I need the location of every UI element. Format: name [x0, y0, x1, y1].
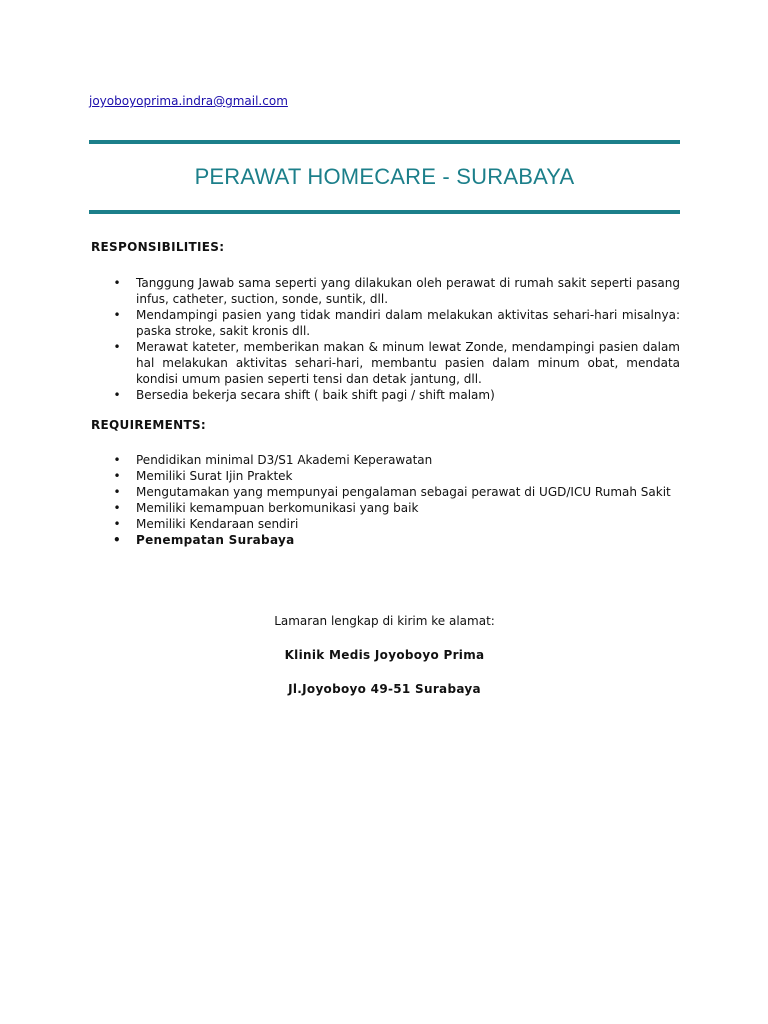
bullet-icon: •: [113, 469, 121, 483]
requirements-list: [112, 452, 680, 548]
list-item: [112, 387, 680, 403]
list-item-text: Memiliki Kendaraan sendiri: [136, 517, 299, 531]
list-item-text: Mendampingi pasien yang tidak mandiri dalam melakukan aktivitas sehari-hari misalnya: paska stroke, sakit kronis dll.: [136, 308, 680, 338]
bullet-icon: •: [113, 453, 121, 467]
bullet-icon: •: [113, 533, 121, 547]
list-item: [112, 484, 680, 500]
bottom-divider: [89, 210, 680, 214]
requirements-heading: REQUIREMENTS:: [91, 418, 206, 432]
list-item-text: Pendidikan minimal D3/S1 Akademi Keperawatan: [136, 453, 433, 467]
bullet-icon: •: [113, 340, 121, 354]
list-item-text: Merawat kateter, memberikan makan & minum lewat Zonde, mendampingi pasien dalam hal melakukan aktivitas sehari-hari, membantu pasien dalam minum obat, mendata kondisi umum pasien seperti tensi dan detak jantung, dll.: [136, 340, 680, 386]
list-item: [112, 307, 680, 339]
list-item-text: Penempatan Surabaya: [136, 533, 295, 547]
list-item-placement: [112, 532, 680, 548]
bullet-icon: •: [113, 308, 121, 322]
bullet-icon: •: [113, 485, 121, 499]
list-item-text: Memiliki Surat Ijin Praktek: [136, 469, 293, 483]
clinic-name: Klinik Medis Joyoboyo Prima: [284, 648, 485, 662]
list-item: [112, 516, 680, 532]
bullet-icon: •: [113, 517, 121, 531]
responsibilities-list: [112, 275, 680, 403]
top-divider: [89, 140, 680, 144]
bullet-icon: •: [113, 276, 121, 290]
list-item: [112, 468, 680, 484]
bullet-icon: •: [113, 501, 121, 515]
list-item: [112, 339, 680, 387]
responsibilities-heading: RESPONSIBILITIES:: [91, 240, 225, 254]
list-item-text: Memiliki kemampuan berkomunikasi yang baik: [136, 501, 419, 515]
list-item: [112, 500, 680, 516]
list-item: [112, 275, 680, 307]
list-item-text: Mengutamakan yang mempunyai pengalaman sebagai perawat di UGD/ICU Rumah Sakit: [136, 485, 671, 499]
application-instruction: Lamaran lengkap di kirim ke alamat:: [274, 614, 495, 628]
email-link[interactable]: joyoboyoprima.indra@gmail.com: [89, 94, 288, 108]
list-item-text: Tanggung Jawab sama seperti yang dilakukan oleh perawat di rumah sakit seperti pasang infus, catheter, suction, sonde, suntik, dll.: [136, 276, 680, 306]
page-title: PERAWAT HOMECARE - SURABAYA: [194, 164, 575, 189]
bullet-icon: •: [113, 388, 121, 402]
clinic-address: Jl.Joyoboyo 49-51 Surabaya: [288, 682, 481, 696]
list-item: [112, 452, 680, 468]
list-item-text: Bersedia bekerja secara shift ( baik shift pagi / shift malam): [136, 388, 495, 402]
